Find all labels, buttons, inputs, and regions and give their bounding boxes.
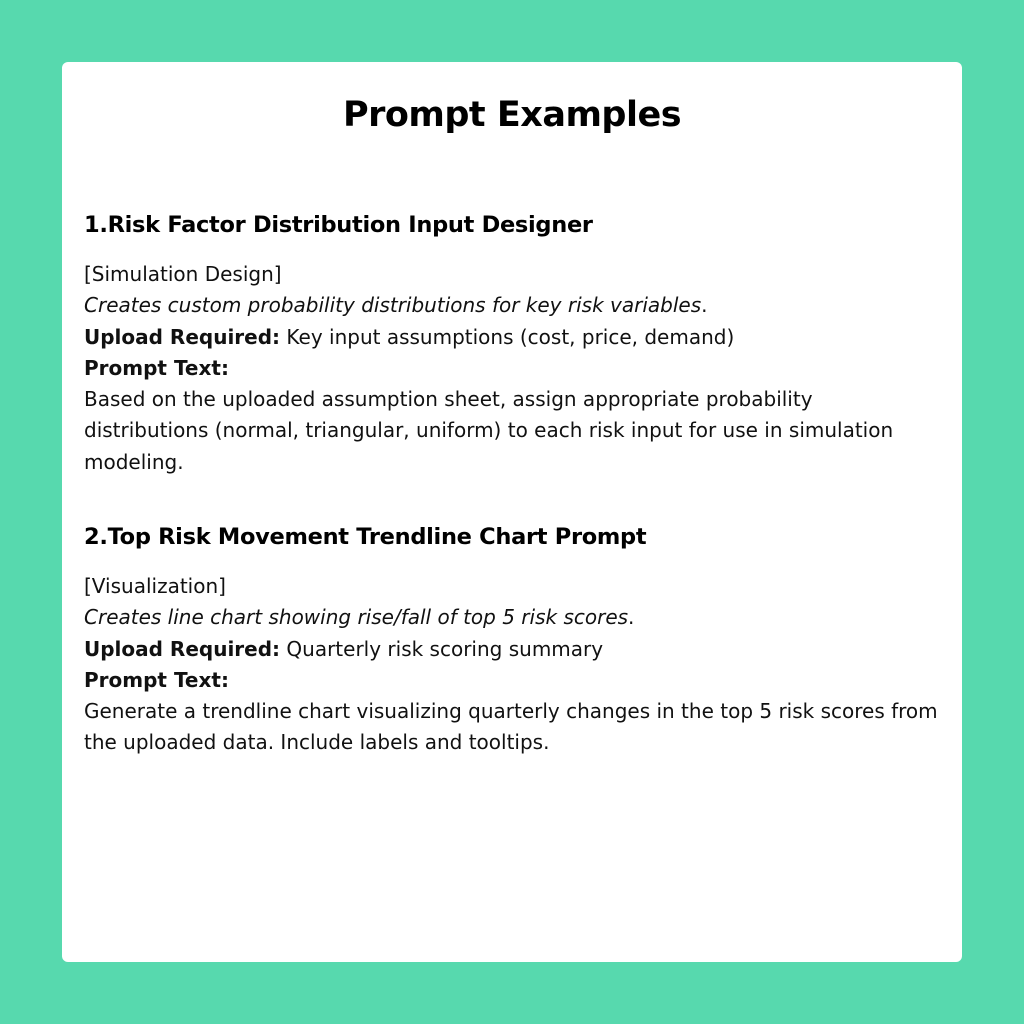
upload-value: Key input assumptions (cost, price, demand) [280, 324, 735, 349]
prompt-text: Based on the uploaded assumption sheet, assign appropriate probability distributions (normal, triangular, uniform) to each risk input for use in simulation modeling. [84, 387, 894, 474]
prompt-example-2 [84, 519, 940, 759]
upload-required [84, 322, 940, 353]
description-text: Creates custom probability distributions for key risk variables [84, 293, 702, 318]
prompt-example-1 [84, 207, 940, 478]
upload-label: Upload Required: [84, 324, 281, 349]
example-category: [Simulation Design] [84, 262, 282, 286]
description-period: . [701, 293, 708, 318]
example-description [84, 290, 940, 321]
upload-required [84, 634, 940, 665]
example-heading: 1.Risk Factor Distribution Input Designer [84, 212, 593, 238]
prompt-label: Prompt Text: [84, 355, 229, 380]
upload-value: Quarterly risk scoring summary [280, 636, 604, 661]
description-period: . [628, 605, 635, 630]
page-title: Prompt Examples [342, 95, 682, 135]
prompt-text: Generate a trendline chart visualizing quarterly changes in the top 5 risk scores from the uploaded data. Include labels and tooltips. [84, 699, 938, 755]
example-category: [Visualization] [84, 574, 226, 598]
example-description [84, 602, 940, 633]
upload-label: Upload Required: [84, 636, 281, 661]
content-card [62, 62, 962, 962]
example-heading: 2.Top Risk Movement Trendline Chart Prompt [84, 524, 647, 550]
description-text: Creates line chart showing rise/fall of top 5 risk scores [84, 605, 629, 630]
prompt-label: Prompt Text: [84, 667, 229, 692]
